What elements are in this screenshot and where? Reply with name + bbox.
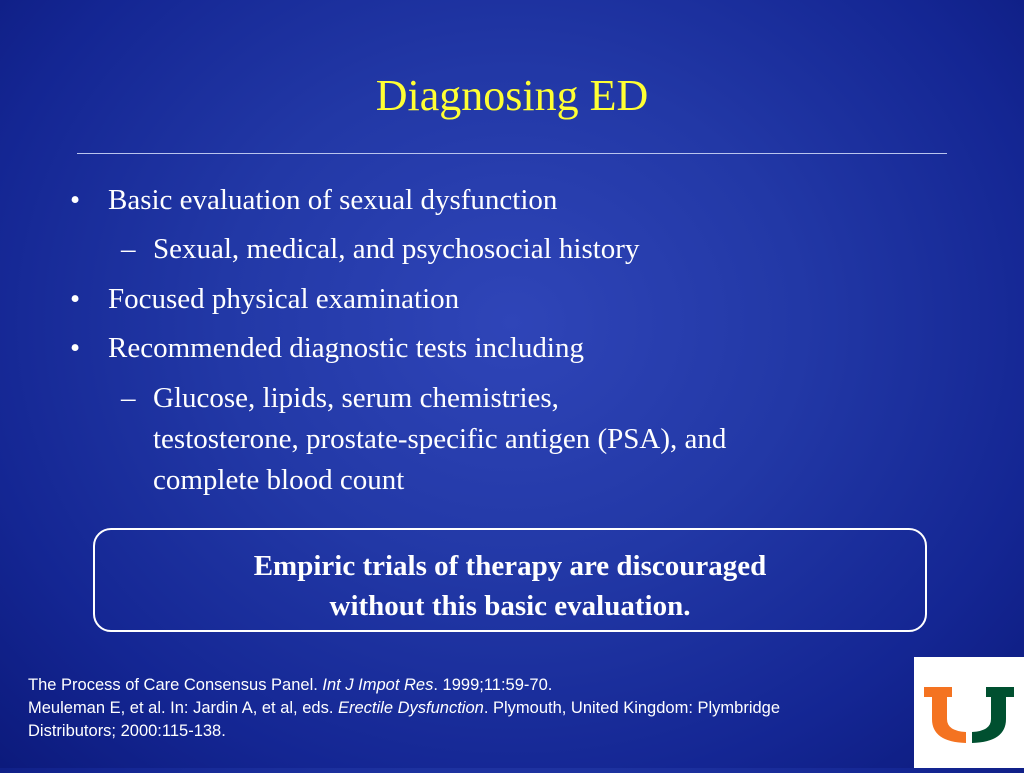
university-u-logo-icon bbox=[914, 657, 1024, 768]
sub-bullet-text: Sexual, medical, and psychosocial history bbox=[153, 233, 640, 265]
sub-bullet-text: Glucose, lipids, serum chemistries, bbox=[153, 382, 559, 414]
bullet-text: Recommended diagnostic tests including bbox=[108, 332, 584, 364]
reference-line: Distributors; 2000:115-138. bbox=[28, 722, 226, 740]
sub-bullet-text: testosterone, prostate-specific antigen (PSA), and bbox=[153, 423, 727, 455]
reference-line: Meuleman E, et al. In: Jardin A, et al, eds. Erectile Dysfunction. Plymouth, United Kingdom: Plymbridge bbox=[28, 699, 781, 717]
sub-bullet-text: complete blood count bbox=[153, 464, 405, 496]
bullet-text: Focused physical examination bbox=[108, 283, 460, 315]
callout-line: without this basic evaluation. bbox=[329, 590, 691, 622]
bullet-marker: • bbox=[70, 283, 81, 315]
reference-line: The Process of Care Consensus Panel. Int J Impot Res. 1999;11:59-70. bbox=[28, 676, 553, 694]
bullet-text: Basic evaluation of sexual dysfunction bbox=[108, 184, 558, 216]
title-divider bbox=[77, 153, 947, 154]
bullet-marker: • bbox=[70, 184, 81, 216]
callout-text bbox=[95, 546, 925, 626]
slide-title: Diagnosing ED bbox=[375, 71, 649, 120]
sub-bullet-marker: – bbox=[121, 233, 136, 265]
logo-box bbox=[914, 657, 1024, 768]
references bbox=[28, 674, 948, 743]
bullet-marker: • bbox=[70, 332, 81, 364]
callout-line: Empiric trials of therapy are discouraged bbox=[253, 550, 767, 582]
sub-bullet-marker: – bbox=[121, 382, 136, 414]
callout-box bbox=[93, 528, 927, 632]
